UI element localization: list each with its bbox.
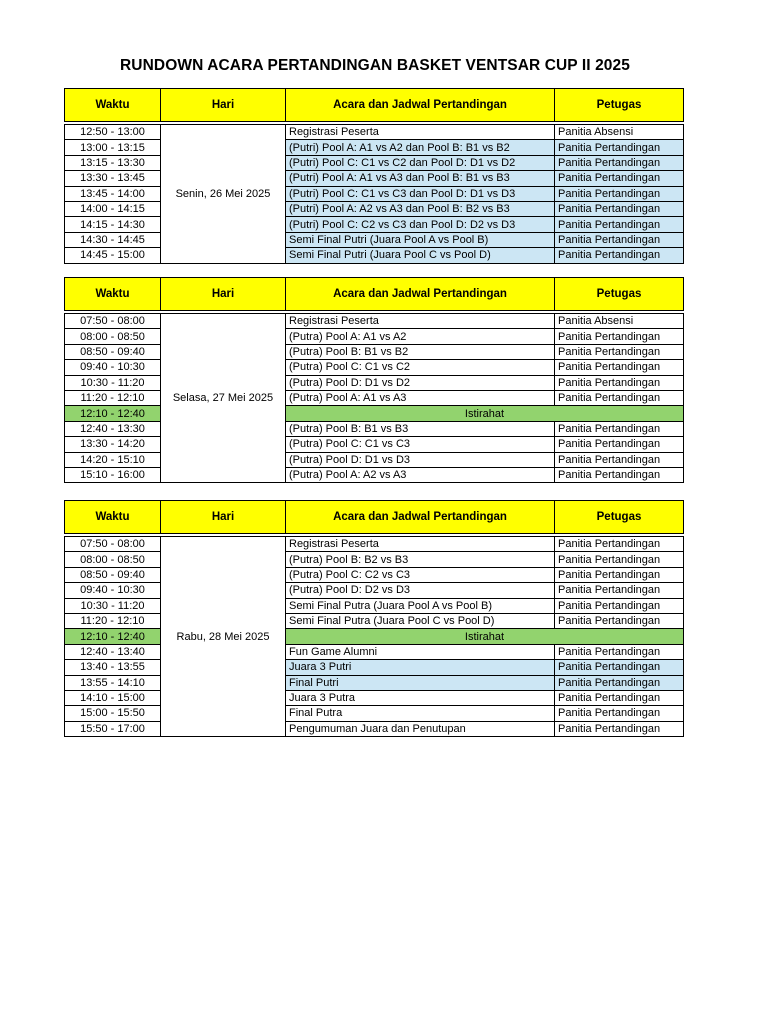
- time-cell: 13:40 - 13:55: [65, 660, 161, 675]
- time-cell: 11:20 - 12:10: [65, 390, 161, 405]
- header-hari: Hari: [161, 278, 286, 311]
- page-title: RUNDOWN ACARA PERTANDINGAN BASKET VENTSAR CUP II 2025: [120, 57, 630, 74]
- time-cell: 14:45 - 15:00: [65, 248, 161, 263]
- event-cell: (Putri) Pool C: C2 vs C3 dan Pool D: D2 vs D3: [286, 217, 555, 232]
- time-cell: 13:30 - 13:45: [65, 171, 161, 186]
- staff-cell: Panitia Pertandingan: [555, 613, 684, 628]
- table-row: [65, 452, 684, 467]
- time-cell: 13:45 - 14:00: [65, 186, 161, 201]
- event-cell: (Putra) Pool B: B1 vs B3: [286, 421, 555, 436]
- time-cell: 09:40 - 10:30: [65, 360, 161, 375]
- header-petugas: Petugas: [555, 501, 684, 534]
- event-cell: (Putri) Pool C: C1 vs C3 dan Pool D: D1 vs D3: [286, 186, 555, 201]
- event-cell: Semi Final Putra (Juara Pool A vs Pool B): [286, 598, 555, 613]
- event-cell: (Putra) Pool B: B2 vs B3: [286, 552, 555, 567]
- header-acara: Acara dan Jadwal Pertandingan: [286, 501, 555, 534]
- staff-cell: Panitia Absensi: [555, 125, 684, 140]
- break-cell: Istirahat: [286, 406, 684, 421]
- table-row: [65, 644, 684, 659]
- event-cell: (Putra) Pool D: D2 vs D3: [286, 583, 555, 598]
- event-cell: Pengumuman Juara dan Penutupan: [286, 721, 555, 736]
- staff-cell: Panitia Pertandingan: [555, 421, 684, 436]
- schedule-table-monday: [64, 88, 684, 264]
- table-row: [65, 567, 684, 582]
- day-cell: Senin, 26 Mei 2025: [161, 125, 286, 264]
- staff-cell: Panitia Pertandingan: [555, 390, 684, 405]
- time-cell: 14:30 - 14:45: [65, 232, 161, 247]
- staff-cell: Panitia Pertandingan: [555, 552, 684, 567]
- staff-cell: Panitia Pertandingan: [555, 537, 684, 552]
- table-row: [65, 360, 684, 375]
- schedule-table-tuesday: [64, 277, 684, 483]
- event-cell: Semi Final Putri (Juara Pool C vs Pool D): [286, 248, 555, 263]
- table-row: [65, 314, 684, 329]
- time-cell: 07:50 - 08:00: [65, 314, 161, 329]
- event-cell: (Putra) Pool D: D1 vs D3: [286, 452, 555, 467]
- table-row: [65, 537, 684, 552]
- header-petugas: Petugas: [555, 89, 684, 122]
- staff-cell: Panitia Pertandingan: [555, 644, 684, 659]
- table-row: [65, 598, 684, 613]
- time-cell: 15:50 - 17:00: [65, 721, 161, 736]
- event-cell: Final Putra: [286, 706, 555, 721]
- event-cell: Registrasi Peserta: [286, 537, 555, 552]
- staff-cell: Panitia Pertandingan: [555, 186, 684, 201]
- table-row: [65, 706, 684, 721]
- event-cell: (Putra) Pool A: A1 vs A2: [286, 329, 555, 344]
- event-cell: (Putra) Pool C: C1 vs C2: [286, 360, 555, 375]
- table-row: [65, 437, 684, 452]
- event-cell: (Putra) Pool C: C1 vs C3: [286, 437, 555, 452]
- event-cell: (Putra) Pool C: C2 vs C3: [286, 567, 555, 582]
- time-cell: 13:30 - 14:20: [65, 437, 161, 452]
- time-cell: 14:10 - 15:00: [65, 690, 161, 705]
- staff-cell: Panitia Pertandingan: [555, 201, 684, 216]
- header-hari: Hari: [161, 89, 286, 122]
- staff-cell: Panitia Pertandingan: [555, 140, 684, 155]
- table-row: [65, 583, 684, 598]
- time-cell: 12:50 - 13:00: [65, 125, 161, 140]
- time-cell: 08:50 - 09:40: [65, 344, 161, 359]
- table-row: [65, 467, 684, 482]
- staff-cell: Panitia Pertandingan: [555, 706, 684, 721]
- time-cell: 08:00 - 08:50: [65, 329, 161, 344]
- table-row: [65, 125, 684, 140]
- table-row: [65, 248, 684, 263]
- time-cell: 13:55 - 14:10: [65, 675, 161, 690]
- header-row: [65, 501, 684, 534]
- table-row: [65, 140, 684, 155]
- header-waktu: Waktu: [65, 501, 161, 534]
- staff-cell: Panitia Pertandingan: [555, 375, 684, 390]
- event-cell: (Putri) Pool A: A1 vs A3 dan Pool B: B1 vs B3: [286, 171, 555, 186]
- header-row: [65, 278, 684, 311]
- time-cell: 12:10 - 12:40: [65, 629, 161, 644]
- event-cell: (Putra) Pool A: A2 vs A3: [286, 467, 555, 482]
- staff-cell: Panitia Pertandingan: [555, 721, 684, 736]
- staff-cell: Panitia Pertandingan: [555, 217, 684, 232]
- time-cell: 14:20 - 15:10: [65, 452, 161, 467]
- header-waktu: Waktu: [65, 89, 161, 122]
- time-cell: 14:15 - 14:30: [65, 217, 161, 232]
- time-cell: 11:20 - 12:10: [65, 613, 161, 628]
- header-acara: Acara dan Jadwal Pertandingan: [286, 89, 555, 122]
- table-row: [65, 390, 684, 405]
- event-cell: (Putra) Pool D: D1 vs D2: [286, 375, 555, 390]
- time-cell: 10:30 - 11:20: [65, 598, 161, 613]
- table-row: [65, 201, 684, 216]
- event-cell: Fun Game Alumni: [286, 644, 555, 659]
- time-cell: 13:00 - 13:15: [65, 140, 161, 155]
- event-cell: Juara 3 Putri: [286, 660, 555, 675]
- staff-cell: Panitia Pertandingan: [555, 329, 684, 344]
- event-cell: Registrasi Peserta: [286, 125, 555, 140]
- event-cell: Registrasi Peserta: [286, 314, 555, 329]
- header-petugas: Petugas: [555, 278, 684, 311]
- staff-cell: Panitia Pertandingan: [555, 360, 684, 375]
- time-cell: 12:40 - 13:40: [65, 644, 161, 659]
- day-cell: Rabu, 28 Mei 2025: [161, 537, 286, 737]
- time-cell: 14:00 - 14:15: [65, 201, 161, 216]
- table-row: [65, 232, 684, 247]
- table-row: [65, 721, 684, 736]
- event-cell: (Putra) Pool A: A1 vs A3: [286, 390, 555, 405]
- staff-cell: Panitia Pertandingan: [555, 675, 684, 690]
- event-cell: (Putri) Pool A: A2 vs A3 dan Pool B: B2 vs B3: [286, 201, 555, 216]
- staff-cell: Panitia Pertandingan: [555, 567, 684, 582]
- staff-cell: Panitia Pertandingan: [555, 155, 684, 170]
- table-row: [65, 186, 684, 201]
- header-hari: Hari: [161, 501, 286, 534]
- time-cell: 12:10 - 12:40: [65, 406, 161, 421]
- table-row: [65, 690, 684, 705]
- table-row: [65, 155, 684, 170]
- staff-cell: Panitia Pertandingan: [555, 437, 684, 452]
- table-row: [65, 171, 684, 186]
- staff-cell: Panitia Pertandingan: [555, 598, 684, 613]
- event-cell: (Putri) Pool C: C1 vs C2 dan Pool D: D1 vs D2: [286, 155, 555, 170]
- staff-cell: Panitia Pertandingan: [555, 452, 684, 467]
- table-row: [65, 629, 684, 644]
- time-cell: 07:50 - 08:00: [65, 537, 161, 552]
- staff-cell: Panitia Pertandingan: [555, 344, 684, 359]
- table-row: [65, 329, 684, 344]
- table-row: [65, 375, 684, 390]
- table-row: [65, 406, 684, 421]
- table-row: [65, 613, 684, 628]
- event-cell: Semi Final Putra (Juara Pool C vs Pool D): [286, 613, 555, 628]
- staff-cell: Panitia Pertandingan: [555, 232, 684, 247]
- table-row: [65, 344, 684, 359]
- time-cell: 15:10 - 16:00: [65, 467, 161, 482]
- time-cell: 09:40 - 10:30: [65, 583, 161, 598]
- header-row: [65, 89, 684, 122]
- table-row: [65, 675, 684, 690]
- table-row: [65, 421, 684, 436]
- day-cell: Selasa, 27 Mei 2025: [161, 314, 286, 483]
- event-cell: Juara 3 Putra: [286, 690, 555, 705]
- header-acara: Acara dan Jadwal Pertandingan: [286, 278, 555, 311]
- time-cell: 13:15 - 13:30: [65, 155, 161, 170]
- staff-cell: Panitia Absensi: [555, 314, 684, 329]
- time-cell: 12:40 - 13:30: [65, 421, 161, 436]
- break-cell: Istirahat: [286, 629, 684, 644]
- staff-cell: Panitia Pertandingan: [555, 171, 684, 186]
- staff-cell: Panitia Pertandingan: [555, 660, 684, 675]
- header-waktu: Waktu: [65, 278, 161, 311]
- table-row: [65, 217, 684, 232]
- time-cell: 08:50 - 09:40: [65, 567, 161, 582]
- time-cell: 08:00 - 08:50: [65, 552, 161, 567]
- time-cell: 15:00 - 15:50: [65, 706, 161, 721]
- schedule-table-wednesday: [64, 500, 684, 737]
- event-cell: Final Putri: [286, 675, 555, 690]
- staff-cell: Panitia Pertandingan: [555, 690, 684, 705]
- staff-cell: Panitia Pertandingan: [555, 583, 684, 598]
- time-cell: 10:30 - 11:20: [65, 375, 161, 390]
- table-row: [65, 552, 684, 567]
- staff-cell: Panitia Pertandingan: [555, 467, 684, 482]
- event-cell: (Putri) Pool A: A1 vs A2 dan Pool B: B1 vs B2: [286, 140, 555, 155]
- staff-cell: Panitia Pertandingan: [555, 248, 684, 263]
- event-cell: Semi Final Putri (Juara Pool A vs Pool B): [286, 232, 555, 247]
- table-row: [65, 660, 684, 675]
- event-cell: (Putra) Pool B: B1 vs B2: [286, 344, 555, 359]
